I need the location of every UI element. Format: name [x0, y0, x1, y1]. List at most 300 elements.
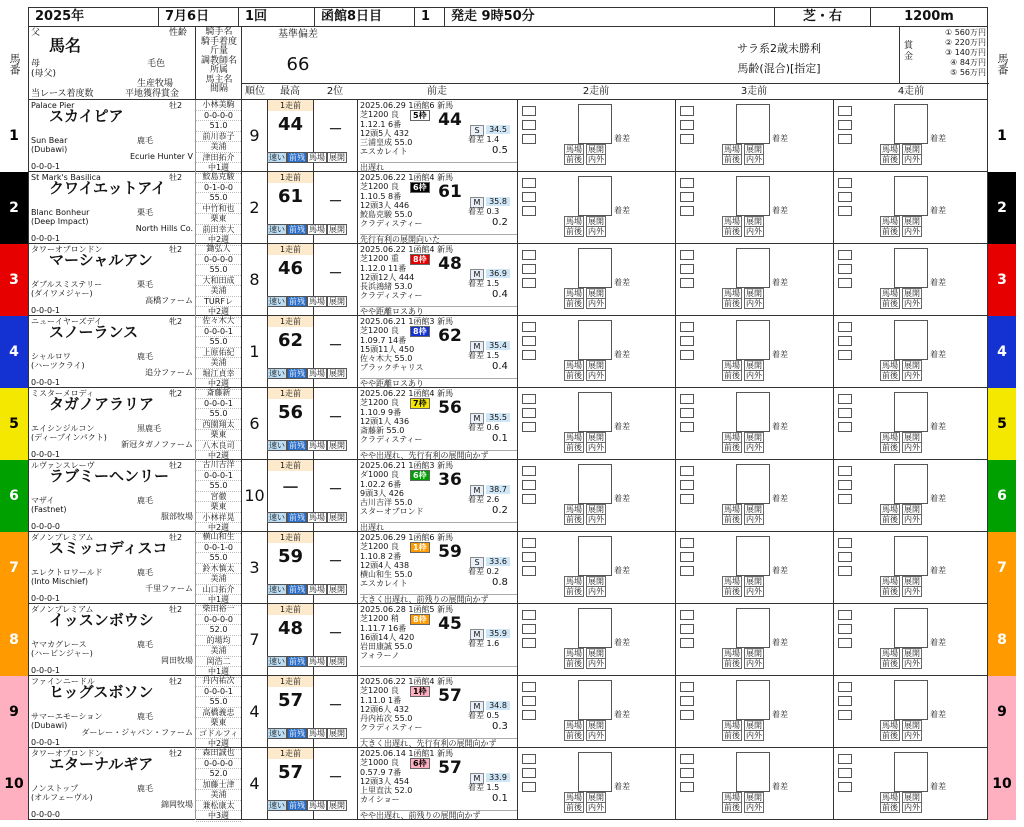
gate-number-left: 8 — [0, 604, 28, 676]
prev-track: 芝1000 良 — [360, 758, 399, 767]
chaku-label: 着差 — [614, 278, 630, 287]
style-chips: 速い 前残 馬場 展開 — [269, 801, 345, 810]
horse-name[interactable]: エターナルギア — [49, 755, 154, 773]
uchisoto-label: 内外 — [904, 299, 920, 308]
horse-name[interactable]: ヒッグスボソン — [49, 683, 154, 701]
uchisoto-label: 内外 — [904, 155, 920, 164]
record: 0-0-0-1 — [31, 666, 61, 675]
horse-row[interactable] — [28, 748, 988, 820]
chaku-label: 着差 — [930, 278, 946, 287]
prev-time: 1.11.0 1番 12頭6人 432 — [360, 696, 410, 714]
jockey-column — [195, 460, 241, 532]
style-chips: 速い 前残 馬場 展開 — [269, 297, 345, 306]
previous-race[interactable] — [357, 604, 517, 676]
chaku-label: 着差 — [772, 638, 788, 647]
prev-waku: 5枠 — [410, 110, 430, 121]
horse-name[interactable]: スカイピア — [49, 107, 124, 125]
sire: タワーオブロンドン — [31, 245, 103, 254]
best-value: － — [281, 478, 300, 499]
broodmare-sire: (ディープインパクト) — [31, 433, 107, 442]
dam: ヤマカグレース — [31, 640, 87, 649]
horse-row[interactable] — [28, 676, 988, 748]
empty-race-slot — [517, 604, 675, 676]
lbl-jockey-block — [197, 28, 241, 95]
tenkai-label: 展開 — [588, 361, 604, 370]
jockey-field: TURFレ — [196, 297, 241, 308]
prev-score: 57 — [438, 758, 462, 778]
chaku-label: 着差 — [930, 494, 946, 503]
empty-race-slot — [675, 244, 833, 316]
jockey-field: 佐々木大 — [196, 316, 241, 327]
prev-pace-mark: S — [470, 125, 484, 136]
chaku-label: 着差 — [930, 710, 946, 719]
baba-label: 馬場 — [566, 361, 582, 370]
prev-comment: 大きく出遅れ、前残りの展開向かず — [360, 594, 517, 604]
jockey-field: 岡浩二 — [196, 657, 241, 668]
prev-comment: やや出遅れ、前残りの展開向かず — [360, 810, 517, 820]
uchisoto-label: 内外 — [746, 731, 762, 740]
uchisoto-label: 内外 — [746, 515, 762, 524]
coat-color: 鹿毛 — [137, 496, 153, 505]
baba-label: 馬場 — [882, 217, 898, 226]
uchisoto-label: 内外 — [588, 515, 604, 524]
prev-margin: 着差 1.4 — [468, 135, 500, 144]
sire: Palace Pier — [31, 101, 75, 110]
race-class: サラ系2歳未勝利 — [737, 42, 821, 55]
coat-color: 鹿毛 — [137, 136, 153, 145]
prev-jockey: 岩田康誠 55.0 — [360, 642, 413, 651]
prev-time: 1.12.1 6番 12頭5人 432 — [360, 120, 410, 138]
gate-number-left: 7 — [0, 532, 28, 604]
prev-last3f: 33.6 — [486, 557, 510, 566]
prev-jockey: 古川吉洋 55.0 — [360, 498, 413, 507]
empty-race-slot — [833, 172, 989, 244]
zengo-label: 前後 — [724, 587, 740, 596]
horse-name[interactable]: クワイエットアイ — [49, 179, 166, 197]
empty-race-slot — [675, 748, 833, 820]
tenkai-label: 展開 — [746, 361, 762, 370]
prev-margin: 着差 0.6 — [468, 423, 500, 432]
prev-winner: スターオブロンド — [360, 507, 424, 516]
broodmare-sire: (Dubawi) — [31, 721, 68, 730]
horse-row[interactable] — [28, 604, 988, 676]
chaku-label: 着差 — [930, 134, 946, 143]
best-value: 44 — [277, 114, 304, 135]
horse-row[interactable] — [28, 316, 988, 388]
style-chips: 速い 前残 馬場 展開 — [269, 585, 345, 594]
rank: 8 — [241, 244, 267, 316]
race-header — [28, 7, 988, 27]
chaku-label: 着差 — [772, 206, 788, 215]
zengo-label: 前後 — [566, 587, 582, 596]
second-score: － — [313, 172, 357, 244]
sire: タワーオブロンドン — [31, 749, 103, 758]
uchisoto-label: 内外 — [746, 587, 762, 596]
prev-date: 2025.06.22 1函館4 新馬 — [360, 173, 454, 182]
prev-pace-mark: M — [470, 773, 484, 784]
second-score: － — [313, 100, 357, 172]
jockey-field: 兼松康太 — [196, 801, 241, 812]
gate-number-right: 9 — [988, 676, 1016, 748]
uchisoto-label: 内外 — [746, 803, 762, 812]
chaku-label: 着差 — [930, 638, 946, 647]
tenkai-label: 展開 — [588, 721, 604, 730]
prev-track: 芝1200 良 — [360, 182, 399, 191]
empty-race-slot — [833, 532, 989, 604]
zengo-label: 前後 — [882, 803, 898, 812]
zengo-label: 前後 — [566, 731, 582, 740]
sex-age: 牡2 — [169, 605, 183, 614]
best-label: 1走前 — [268, 676, 313, 687]
previous-race[interactable] — [357, 172, 517, 244]
breeder: 高橋ファーム — [145, 296, 193, 305]
prev-pace-mark: M — [470, 341, 484, 352]
prize-label: 賞金 — [904, 41, 914, 62]
prev-jockey: 三浦皇成 55.0 — [360, 138, 413, 147]
kai: 1回 — [239, 8, 315, 26]
gate-number-left: 10 — [0, 748, 28, 820]
best-label: 1走前 — [268, 460, 313, 471]
empty-race-slot — [675, 676, 833, 748]
empty-race-slot — [675, 604, 833, 676]
baba-label: 馬場 — [882, 649, 898, 658]
sire: ニューイヤーズデイ — [31, 317, 102, 326]
tenkai-label: 展開 — [904, 145, 920, 154]
prev-comment: やや出遅れ、先行有利の展開向かず — [360, 450, 517, 460]
coat-color: 鹿毛 — [137, 640, 153, 649]
prev-score: 62 — [438, 326, 462, 346]
tenkai-label: 展開 — [588, 649, 604, 658]
zengo-label: 前後 — [724, 155, 740, 164]
prev-margin: 着差 1.5 — [468, 783, 500, 792]
race-cond: 馬齢(混合)[指定] — [737, 62, 821, 75]
prev-time: 0.57.9 7番 12頭3人 454 — [360, 768, 410, 786]
prev-winner: クラディスティー — [360, 723, 423, 732]
best-value: 62 — [277, 330, 304, 351]
prize-list: ① 560万円 ② 220万円 ③ 140万円 ④ 84万円 ⑤ 56万円 — [945, 28, 986, 77]
jockey-field: 55.0 — [196, 481, 241, 492]
breeder: North Hills Co. — [135, 224, 193, 233]
prev-comment: やや距離ロスあり — [360, 378, 517, 388]
previous-race[interactable] — [357, 100, 517, 172]
lbl-hahachichi: (母父) — [31, 69, 57, 79]
gate-number-right: 5 — [988, 388, 1016, 460]
coat-color: 鹿毛 — [137, 568, 153, 577]
baba-label: 馬場 — [724, 577, 740, 586]
empty-race-slot — [833, 604, 989, 676]
coat-color: 栗毛 — [137, 280, 153, 289]
jockey-field: 55.0 — [196, 553, 241, 564]
horse-row[interactable] — [28, 460, 988, 532]
gate-number-right: 1 — [988, 100, 1016, 172]
broodmare-sire: (Fastnet) — [31, 505, 67, 514]
zengo-label: 前後 — [566, 803, 582, 812]
prev-pace-mark: M — [470, 269, 484, 280]
lbl-tosho: 当レース着度数 — [31, 89, 94, 99]
zengo-label: 前後 — [566, 227, 582, 236]
prev-jockey: 斎藤新 55.0 — [360, 426, 405, 435]
previous-race[interactable] — [357, 532, 517, 604]
baba-label: 馬場 — [882, 505, 898, 514]
style-chips: 速い 前残 馬場 展開 — [269, 657, 345, 666]
coat-color: 黒鹿毛 — [137, 424, 161, 433]
zengo-label: 前後 — [724, 515, 740, 524]
jockey-column — [195, 388, 241, 460]
baba-label: 馬場 — [882, 793, 898, 802]
horse-row[interactable] — [28, 172, 988, 244]
record: 0-0-0-1 — [31, 234, 61, 243]
broodmare-sire: (ハーツクライ) — [31, 361, 85, 370]
baba-label: 馬場 — [566, 433, 582, 442]
lbl-juni: 順位 — [245, 86, 265, 97]
prev-date: 2025.06.29 1函館6 新馬 — [360, 533, 454, 542]
jockey-field: 大和田成 — [196, 276, 241, 287]
previous-race[interactable] — [357, 460, 517, 532]
prev-track: 芝1200 重 — [360, 254, 399, 263]
prev-score: 45 — [438, 614, 462, 634]
uchisoto-label: 内外 — [904, 659, 920, 668]
horse-row[interactable] — [28, 388, 988, 460]
tenkai-label: 展開 — [904, 217, 920, 226]
prev-score: 57 — [438, 686, 462, 706]
prev-time: 1.09.7 14番 15頭11人 450 — [360, 336, 415, 354]
baba-label: 馬場 — [724, 361, 740, 370]
record: 0-0-0-1 — [31, 738, 61, 747]
prev-date: 2025.06.14 1函館1 新馬 — [360, 749, 454, 758]
dam: マザイ — [31, 496, 55, 505]
best-value: 48 — [277, 618, 304, 639]
jockey-field: 宮徹 — [196, 492, 241, 503]
prev-waku: 1枠 — [410, 686, 430, 697]
horse-name[interactable]: イッスンボウシ — [49, 611, 154, 629]
previous-race[interactable] — [357, 244, 517, 316]
empty-race-slot — [833, 748, 989, 820]
horse-name[interactable]: スミッコディスコ — [49, 539, 168, 557]
empty-race-slot — [833, 676, 989, 748]
lbl-zenso: 前走 — [427, 86, 447, 97]
second-score: － — [313, 532, 357, 604]
jockey-column — [195, 316, 241, 388]
second-score: － — [313, 388, 357, 460]
jockey-field: 美浦 — [196, 142, 241, 153]
uchisoto-label: 内外 — [588, 731, 604, 740]
horse-row[interactable] — [28, 532, 988, 604]
chaku-label: 着差 — [614, 134, 630, 143]
lbl-seirei: 性齢 — [169, 28, 188, 38]
chaku-label: 着差 — [614, 350, 630, 359]
empty-race-slot — [517, 532, 675, 604]
prev-comment: 大きく出遅れ、先行有利の展開向かず — [360, 738, 517, 748]
prev-margin: 着差 1.6 — [468, 639, 500, 648]
gate-number-left: 4 — [0, 316, 28, 388]
empty-race-slot — [517, 172, 675, 244]
prev-score: 59 — [438, 542, 462, 562]
gate-number-right: 2 — [988, 172, 1016, 244]
lbl-kishuchaku: 騎手着度 — [200, 36, 237, 47]
horse-row[interactable] — [28, 100, 988, 172]
best-label: 1走前 — [268, 100, 313, 111]
horse-name[interactable]: タガノアラリア — [49, 395, 155, 413]
prev-last3f: 34.5 — [486, 125, 510, 134]
lbl-z3: 3走前 — [740, 86, 768, 97]
chaku-label: 着差 — [930, 782, 946, 791]
best-label: 1走前 — [268, 172, 313, 183]
zengo-label: 前後 — [882, 371, 898, 380]
lbl-seisan: 生産牧場 — [137, 79, 174, 89]
dam: Blanc Bonheur — [31, 208, 90, 217]
style-chips: 速い 前残 馬場 展開 — [269, 729, 345, 738]
previous-race[interactable] — [357, 676, 517, 748]
tenkai-label: 展開 — [588, 793, 604, 802]
tenkai-label: 展開 — [588, 577, 604, 586]
sex-age: 牡2 — [169, 245, 183, 254]
prev-track: 芝1200 良 — [360, 398, 399, 407]
horse-name[interactable]: スノーランス — [49, 323, 139, 341]
sex-age: 牡2 — [169, 461, 183, 470]
jockey-field: 中2週 — [196, 379, 241, 390]
baba-label: 馬場 — [566, 289, 582, 298]
best-value: 56 — [277, 402, 304, 423]
column-header — [28, 27, 988, 100]
prev-date: 2025.06.22 1函館4 新馬 — [360, 677, 454, 686]
record: 0-0-0-0 — [31, 810, 61, 819]
prev-winner: ブラックチャリス — [360, 363, 424, 372]
tenkai-label: 展開 — [746, 505, 762, 514]
jockey-field: 斎藤新 — [196, 388, 241, 399]
prev-winner: エスカレイト — [360, 147, 408, 156]
jockey-field: 八木良司 — [196, 441, 241, 452]
prev-jockey: 鮫島克駿 55.0 — [360, 210, 413, 219]
prev-date: 2025.06.22 1函館4 新馬 — [360, 245, 454, 254]
prev-winner: クラディスティー — [360, 219, 423, 228]
chaku-label: 着差 — [772, 782, 788, 791]
previous-race[interactable] — [357, 316, 517, 388]
chaku-label: 着差 — [614, 422, 630, 431]
jockey-field: 西園翔太 — [196, 420, 241, 431]
jockey-field: 0-0-0-0 — [196, 759, 241, 770]
prev-comment: 出遅れ — [360, 162, 517, 172]
baba-label: 馬場 — [566, 721, 582, 730]
jockey-field: 中1週 — [196, 667, 241, 678]
prev-jockey: 長浜鴻緒 53.0 — [360, 282, 413, 291]
prev-odds: 0.4 — [492, 361, 508, 372]
tenkai-label: 展開 — [746, 289, 762, 298]
jockey-field: 鈴木慎太 — [196, 564, 241, 575]
empty-race-slot — [833, 316, 989, 388]
zengo-label: 前後 — [724, 443, 740, 452]
empty-race-slot — [675, 316, 833, 388]
jockey-field: 小林祥晃 — [196, 513, 241, 524]
prev-comment — [360, 666, 517, 667]
zengo-label: 前後 — [566, 515, 582, 524]
empty-race-slot — [517, 388, 675, 460]
jockey-field: 栗東 — [196, 430, 241, 441]
best-label: 1走前 — [268, 316, 313, 327]
uchisoto-label: 内外 — [904, 731, 920, 740]
best-label: 1走前 — [268, 748, 313, 759]
broodmare-sire: (オルフェーヴル) — [31, 793, 93, 802]
dam: Sun Bear — [31, 136, 68, 145]
uchisoto-label: 内外 — [904, 515, 920, 524]
breeder: 岡田牧場 — [161, 656, 193, 665]
tenkai-label: 展開 — [746, 145, 762, 154]
tenkai-label: 展開 — [904, 289, 920, 298]
prev-track: 芝1200 良 — [360, 686, 399, 695]
lbl-ni: 2位 — [326, 86, 344, 97]
prev-score: 56 — [438, 398, 462, 418]
dam: エレクトロワールド — [31, 568, 103, 577]
base-label: 基準偏差 — [278, 29, 318, 40]
lbl-horse: 馬名 — [49, 36, 82, 55]
tenkai-label: 展開 — [588, 145, 604, 154]
prev-winner: カイショー — [360, 795, 400, 804]
prev-last3f: 38.7 — [486, 485, 510, 494]
uchisoto-label: 内外 — [588, 371, 604, 380]
chaku-label: 着差 — [614, 566, 630, 575]
horse-row[interactable] — [28, 244, 988, 316]
surface: 芝・右 — [775, 8, 871, 26]
sire: ミスターメロディ — [31, 389, 94, 398]
previous-race[interactable] — [357, 388, 517, 460]
prev-margin: 着差 0.5 — [468, 711, 500, 720]
tenkai-label: 展開 — [904, 361, 920, 370]
tenkai-label: 展開 — [904, 793, 920, 802]
prev-comment: やや距離ロスあり — [360, 306, 517, 316]
horse-name[interactable]: マーシャルアン — [49, 251, 153, 269]
prev-pace-mark: M — [470, 701, 484, 712]
previous-race[interactable] — [357, 748, 517, 820]
prev-last3f: 35.9 — [486, 629, 510, 638]
rank: 4 — [241, 748, 267, 820]
zengo-label: 前後 — [882, 659, 898, 668]
jockey-column — [195, 604, 241, 676]
baba-label: 馬場 — [566, 217, 582, 226]
zengo-label: 前後 — [724, 227, 740, 236]
prev-odds: 0.8 — [492, 577, 508, 588]
uchisoto-label: 内外 — [588, 587, 604, 596]
coat-color: 栗毛 — [137, 208, 153, 217]
tenkai-label: 展開 — [588, 505, 604, 514]
prev-winner: エスカレイト — [360, 579, 408, 588]
uchisoto-label: 内外 — [746, 371, 762, 380]
jockey-field: 中2週 — [196, 739, 241, 750]
jockey-field: 美浦 — [196, 286, 241, 297]
race-no: 1 — [415, 8, 445, 26]
lbl-kishu: 騎手名 — [205, 27, 233, 37]
prev-last3f: 33.9 — [486, 773, 510, 782]
prev-time: 1.11.7 16番 16頭14人 420 — [360, 624, 415, 642]
baba-label: 馬場 — [566, 505, 582, 514]
coat-color: 鹿毛 — [137, 352, 153, 361]
gate-number-left: 5 — [0, 388, 28, 460]
prev-waku: 1枠 — [410, 542, 430, 553]
prev-date: 2025.06.22 1函館4 新馬 — [360, 389, 454, 398]
prev-margin: 着差 0.3 — [468, 207, 500, 216]
uchisoto-label: 内外 — [746, 659, 762, 668]
prev-waku: 8枠 — [410, 326, 430, 337]
prev-pace-mark: M — [470, 629, 484, 640]
jockey-field: 中2週 — [196, 235, 241, 246]
horse-name[interactable]: ラブミーヘンリー — [49, 467, 170, 485]
base-value: 66 — [286, 54, 310, 75]
broodmare-sire: (ダイワメジャー) — [31, 289, 93, 298]
uchisoto-label: 内外 — [746, 443, 762, 452]
prev-jockey: 横山和生 55.0 — [360, 570, 413, 579]
breeder: 千里ファーム — [145, 584, 193, 593]
lbl-keiro: 毛色 — [147, 59, 166, 69]
venue-day: 函館8日目 — [315, 8, 415, 26]
dam: シャルロワ — [31, 352, 71, 361]
